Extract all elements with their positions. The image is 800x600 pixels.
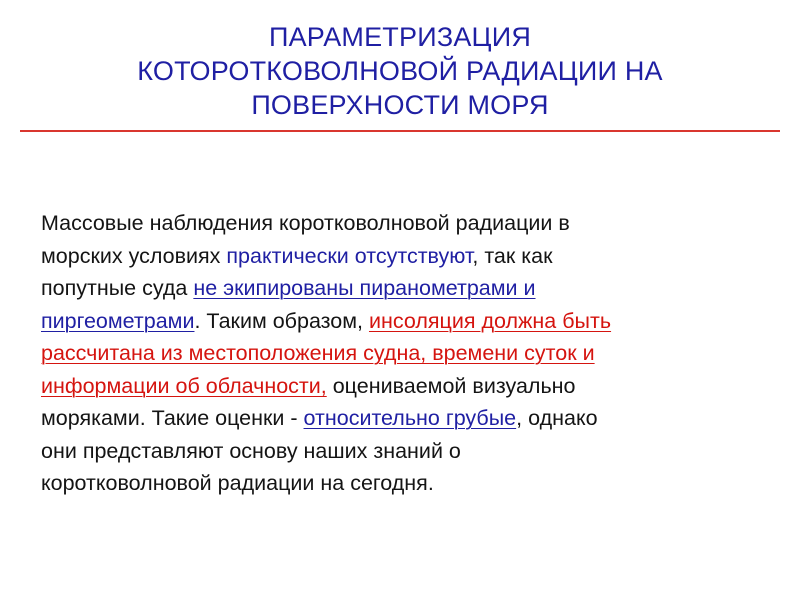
text-run: , однако [516,406,598,430]
title-line: КОТОРОТКОВОЛНОВОЙ РАДИАЦИИ НА [137,56,663,86]
text-run: Массовые наблюдения коротковолновой радиации в [41,211,570,235]
text-run: коротковолновой радиации на сегодня. [41,471,434,495]
text-run: попутные суда [41,276,194,300]
text-run: , так как [472,243,553,268]
text-run: они представляют основу наших знаний о [41,438,461,463]
title-line: ПОВЕРХНОСТИ МОРЯ [251,90,549,120]
title-divider [20,130,780,132]
text-run: оцениваемой визуально [326,373,576,398]
paragraph-line [41,240,761,273]
emphasis-blue-underlined-text: пиргеометрами [41,308,195,333]
paragraph-line [41,402,761,435]
text-run: моряками. Такие оценки - [41,406,304,430]
paragraph-line [41,435,761,468]
text-run: . Таким образом, [194,308,369,333]
emphasis-blue-underlined-text: не экипированы пиранометрами и [193,276,536,300]
paragraph-line [41,337,761,370]
paragraph-line [41,272,761,305]
emphasis-blue-text: практически отсутствуют [226,243,473,268]
body-paragraph [41,207,761,500]
emphasis-red-underlined-text: рассчитана из местоположения судна, времени суток и [41,341,595,365]
emphasis-blue-underlined-text: относительно грубые [303,406,517,430]
paragraph-line [41,207,761,240]
emphasis-red-underlined-text: информации об облачности, [41,373,327,398]
title-line: ПАРАМЕТРИЗАЦИЯ [268,22,532,52]
paragraph-line [41,370,761,403]
text-run: морских условиях [41,243,227,268]
paragraph-line [41,467,761,500]
slide-title [0,20,800,122]
emphasis-red-underlined-text: инсоляция должна быть [368,308,612,333]
paragraph-line [41,305,761,338]
